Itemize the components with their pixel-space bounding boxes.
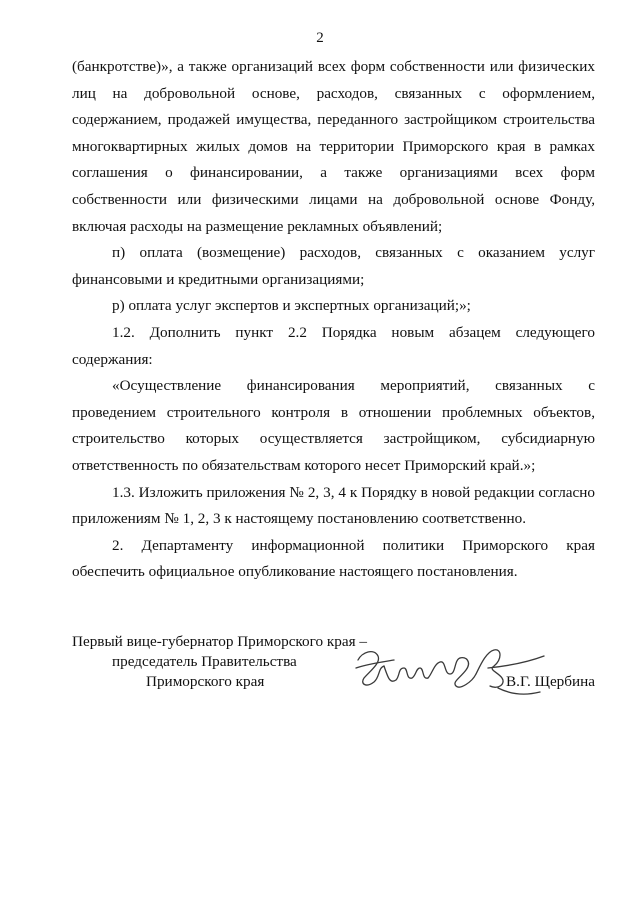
- paragraph-continuation: (банкротстве)», а также организаций всех форм собственности или физических лиц на добровольной основе, расходов, связанных с оформлением, содержанием, продажей имущества, переданного застройщиком строительства многоквартирных жилых домов на территории Приморского края в рамках соглашения о финансировании, а также организациями всех форм собственности или физическими лицами на добровольной основе Фонду, включая расходы на размещение рекламных объявлений;: [72, 58, 595, 235]
- paragraph-item-r: р) оплата услуг экспертов и экспертных организаций;»;: [112, 297, 471, 315]
- page-number: 2: [316, 30, 324, 46]
- signatory-name: В.Г. Щербина: [506, 673, 595, 690]
- signatory-title-line-2: председатель Правительства: [112, 653, 297, 670]
- paragraph-item-p: п) оплата (возмещение) расходов, связанных с оказанием услуг финансовыми и кредитными организациями;: [72, 244, 595, 288]
- paragraph-1-3: 1.3. Изложить приложения № 2, 3, 4 к Порядку в новой редакции согласно приложениям № 1, 2, 3 к настоящему постановлению соответственно.: [72, 483, 595, 528]
- signatory-title-line-3: Приморского края: [146, 673, 265, 690]
- paragraph-quote: «Осуществление финансирования мероприятий, связанных с проведением строительного контроля в отношении проблемных объектов, строительство которых осуществляется застройщиком, субсидиарную ответственность по обязательствам которого несет Приморский край.»;: [72, 377, 595, 474]
- paragraph-2: 2. Департаменту информационной политики Приморского края обеспечить официальное опубликование настоящего постановления.: [72, 536, 595, 581]
- signature-block: [72, 632, 595, 702]
- paragraph-1-2: 1.2. Дополнить пункт 2.2 Порядка новым абзацем следующего содержания:: [72, 323, 595, 368]
- document-body: [72, 54, 595, 586]
- signatory-title-line-1: Первый вице-губернатор Приморского края –: [72, 633, 367, 650]
